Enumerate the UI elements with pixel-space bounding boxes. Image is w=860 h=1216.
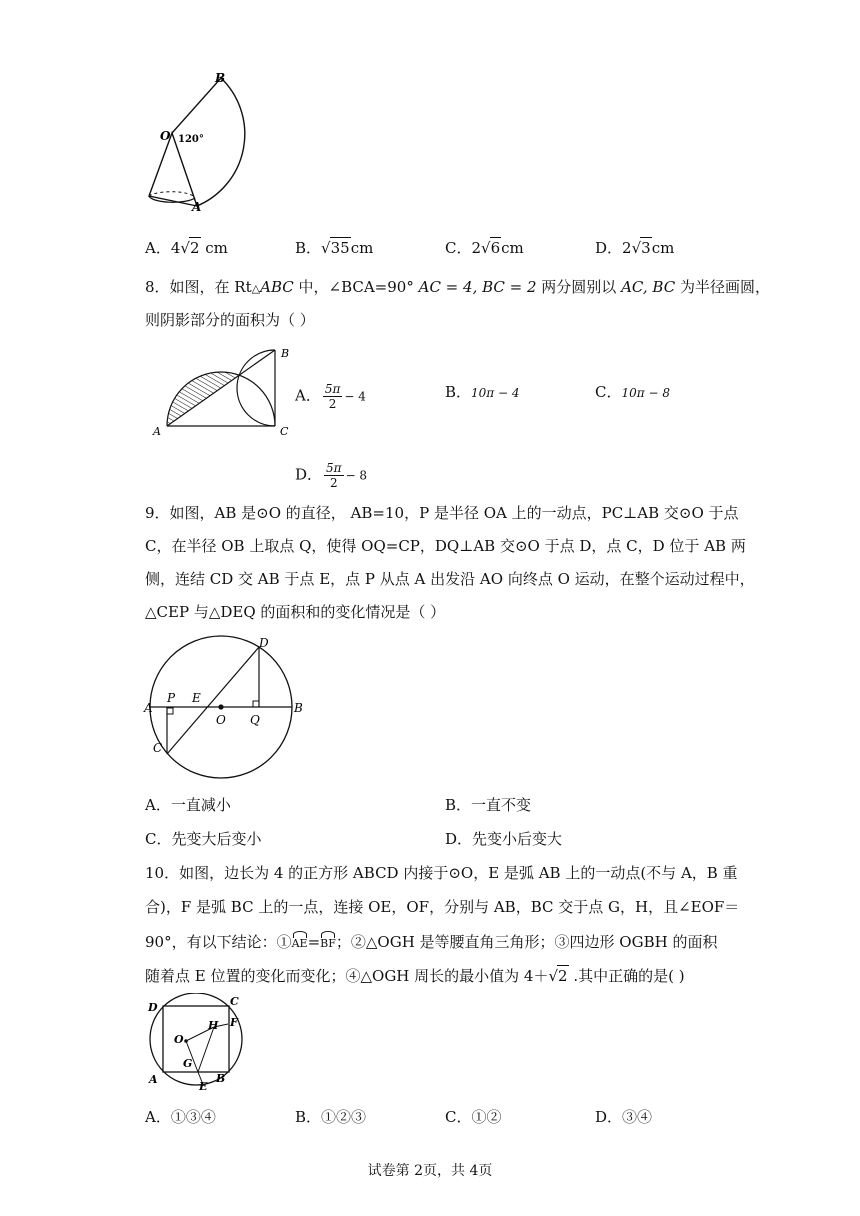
q10-label-d: D [148, 1001, 158, 1014]
q9-label-d: D [259, 636, 269, 650]
q8-stem-line1: 8．如图，在 Rt△ABC 中，∠BCA=90° AC = 4, BC = 2 两分圆别以 AC, BC 为半径画圆， [145, 278, 770, 296]
q8-figure [145, 340, 300, 440]
q9-label-c: C [153, 741, 163, 755]
q10-option-c[interactable]: C．①② [445, 1108, 502, 1126]
q9-stem-line3: 侧，连结 CD 交 AB 于点 E，点 P 从点 A 出发沿 AO 向终点 O 运动，在整个运动过程中， [145, 570, 755, 588]
q10-option-d[interactable]: D．③④ [595, 1108, 653, 1126]
q8-option-d[interactable]: D． $\frac{5\pi}{2}$ − 8 [295, 461, 368, 490]
q10-label-e: E [199, 1080, 208, 1093]
q10-label-o: O [174, 1033, 184, 1046]
q9-label-q: Q [250, 713, 260, 727]
q7-figure [140, 70, 270, 220]
q8-stem-line2: 则阴影部分的面积为（ ） [145, 311, 315, 329]
q8-label-c: C [280, 425, 289, 438]
q10-option-a[interactable]: A．①③④ [145, 1108, 216, 1126]
q9-label-a: A [144, 701, 153, 715]
q10-stem-line1: 10．如图，边长为 4 的正方形 ABCD 内接于⊙O，E 是弧 AB 上的一动点(不与 A，B 重 [145, 864, 738, 882]
q7-label-a: A [192, 200, 202, 214]
page-footer: 试卷第 2页，共 4页 [367, 1163, 493, 1179]
q7-label-o: O [160, 129, 171, 143]
q9-label-p: P [167, 691, 176, 705]
q9-option-a[interactable]: A．一直减小 [145, 796, 231, 814]
q8-option-c[interactable]: C．10π − 8 [595, 383, 670, 401]
arc-ae: AE [292, 931, 308, 954]
q7-option-c[interactable]: C．2√6cm [445, 239, 524, 257]
q7-option-d[interactable]: D．2√3cm [595, 239, 675, 257]
q10-label-c: C [230, 995, 239, 1008]
q10-stem-line4: 随着点 E 位置的变化而变化；④△OGH 周长的最小值为 4＋√2 .其中正确的是( ) [145, 967, 685, 985]
q9-stem-line2: C，在半径 OB 上取点 Q，使得 OQ=CP，DQ⊥AB 交⊙O 于点 D，点 C，D 位于 AB 两 [145, 537, 746, 555]
q10-stem-line2: 合)，F 是弧 BC 上的一点，连接 OE，OF，分别与 AB，BC 交于点 G，H，且∠EOF＝ [145, 898, 740, 916]
q9-label-e: E [192, 691, 201, 705]
q10-option-b[interactable]: B．①②③ [295, 1108, 367, 1126]
q9-label-o: O [216, 713, 226, 727]
q8-label-a: A [153, 425, 161, 438]
q8-option-a[interactable]: A． $\frac{5\pi}{2}$ − 4 [295, 382, 366, 411]
q7-option-a[interactable]: A．4√2 cm [145, 239, 228, 257]
q10-label-h: H [208, 1019, 219, 1032]
q7-label-b: B [215, 71, 226, 85]
q10-stem-line3: 90°，有以下结论：①AE=BF；②△OGH 是等腰直角三角形；③四边形 OGBH 的面积 [145, 931, 717, 954]
q7-angle-label: 120° [178, 134, 204, 145]
q10-label-g: G [183, 1057, 193, 1070]
q10-label-f: F [230, 1016, 238, 1029]
q10-figure [140, 993, 255, 1093]
q9-stem-line4: △CEP 与△DEQ 的面积和的变化情况是（ ） [145, 603, 446, 621]
q9-option-b[interactable]: B．一直不变 [445, 796, 532, 814]
arc-bf: BF [320, 931, 336, 954]
q8-label-b: B [281, 347, 290, 360]
q10-label-b: B [216, 1072, 226, 1085]
q9-option-c[interactable]: C．先变大后变小 [145, 830, 262, 848]
q9-option-d[interactable]: D．先变小后变大 [445, 830, 563, 848]
q9-label-b: B [294, 701, 303, 715]
q8-option-b[interactable]: B．10π − 4 [445, 383, 520, 401]
q10-label-a: A [149, 1073, 158, 1086]
q7-option-b[interactable]: B．√35cm [295, 239, 374, 257]
q9-figure [140, 634, 310, 784]
q9-stem-line1: 9．如图，AB 是⊙O 的直径， AB=10，P 是半径 OA 上的一动点，PC⊥AB 交⊙O 于点 [145, 504, 739, 522]
